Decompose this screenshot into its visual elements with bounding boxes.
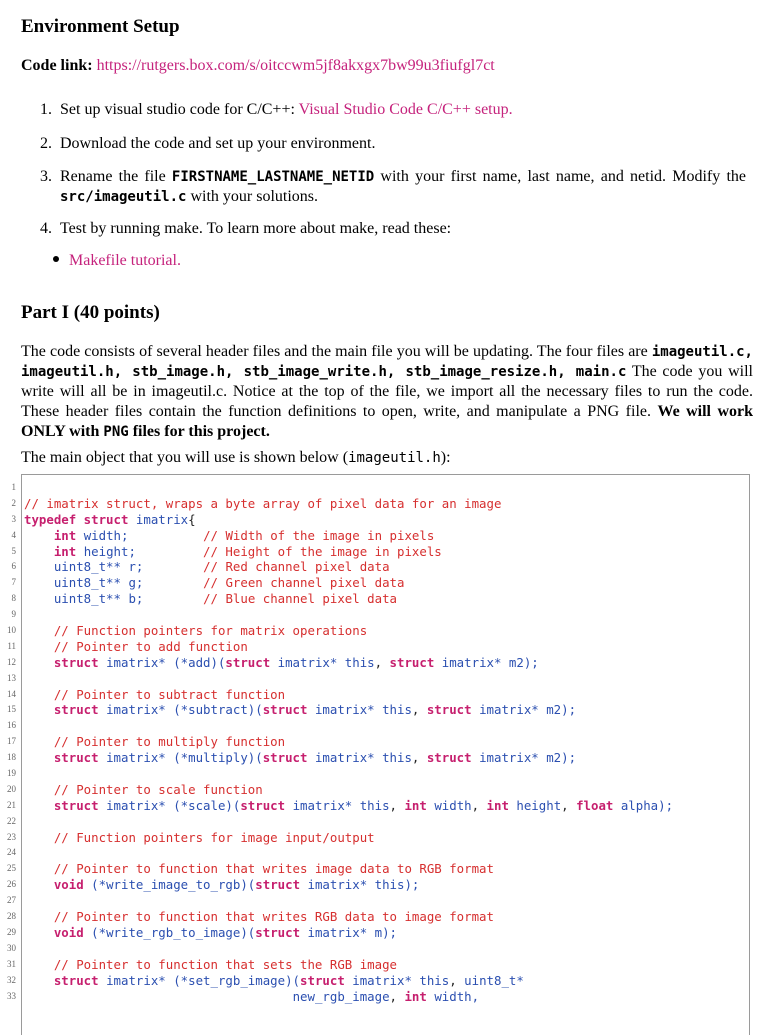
line-number: 30 bbox=[7, 942, 16, 953]
code-text: // Pointer to scale function bbox=[53, 781, 263, 797]
code-line bbox=[7, 956, 749, 973]
code-text: struct imatrix* (*scale)(struct imatrix* this, int width, int height, float alpha); bbox=[53, 797, 674, 813]
section-title-part-1: Part I (40 points) bbox=[21, 302, 160, 323]
code-line bbox=[7, 877, 749, 893]
inline-code-header: imageutil.h bbox=[348, 450, 441, 466]
code-line bbox=[7, 623, 749, 639]
code-line bbox=[7, 893, 749, 909]
code-text: uint8_t** r; // Red channel pixel data bbox=[53, 559, 390, 575]
code-text: struct imatrix* (*set_rgb_image)(struct imatrix* this, uint8_t* bbox=[53, 972, 524, 988]
list-item bbox=[40, 167, 746, 207]
code-line bbox=[7, 734, 749, 750]
inline-code-path: src/imageutil.c bbox=[60, 189, 187, 205]
line-number: 18 bbox=[7, 752, 16, 763]
line-number: 3 bbox=[11, 513, 16, 524]
line-number: 23 bbox=[7, 831, 16, 842]
list-number: 4. bbox=[40, 220, 52, 237]
code-text: uint8_t** b; // Blue channel pixel data bbox=[53, 591, 398, 607]
line-number: 21 bbox=[7, 799, 16, 810]
line-number: 24 bbox=[7, 847, 16, 858]
code-line bbox=[7, 845, 749, 861]
line-number: 19 bbox=[7, 768, 16, 779]
line-number: 31 bbox=[7, 958, 16, 969]
code-text: int height; // Height of the image in pixels bbox=[53, 543, 442, 559]
step-text: Download the code and set up your environment. bbox=[60, 135, 376, 152]
code-text: typedef struct imatrix{ bbox=[24, 511, 196, 527]
main-object-intro bbox=[21, 449, 451, 467]
code-text: // Pointer to function that sets the RGB image bbox=[53, 956, 397, 972]
code-text: // Pointer to function that writes RGB data to image format bbox=[53, 909, 494, 925]
code-line bbox=[7, 861, 749, 877]
code-text: void (*write_image_to_rgb)(struct imatrix* this); bbox=[53, 877, 420, 893]
code-listing bbox=[7, 474, 750, 1035]
description-paragraph bbox=[21, 342, 753, 442]
code-line bbox=[7, 686, 749, 703]
code-line bbox=[7, 988, 749, 1005]
code-line bbox=[11, 575, 749, 591]
code-text: struct imatrix* (*add)(struct imatrix* this, struct imatrix* m2); bbox=[53, 654, 539, 670]
code-line bbox=[7, 972, 749, 989]
step-text: with your first name, last name, and netid. Modify the bbox=[374, 168, 747, 185]
code-line bbox=[7, 924, 749, 941]
line-number: 17 bbox=[7, 736, 16, 747]
line-number: 12 bbox=[7, 656, 16, 667]
line-number: 1 bbox=[11, 482, 16, 492]
line-number: 25 bbox=[7, 863, 16, 874]
line-number: 2 bbox=[11, 497, 16, 508]
line-number: 7 bbox=[11, 577, 16, 588]
line-number: 11 bbox=[7, 640, 16, 651]
bold-code-png: PNG bbox=[103, 424, 129, 440]
list-number: 2. bbox=[40, 135, 52, 152]
paragraph-text: ): bbox=[440, 449, 451, 466]
line-number: 32 bbox=[7, 974, 16, 985]
line-number: 15 bbox=[7, 704, 16, 715]
makefile-bullet bbox=[53, 252, 181, 270]
step-text: Rename the file bbox=[60, 168, 172, 185]
code-text: // Function pointers for image input/output bbox=[53, 829, 375, 845]
line-number: 4 bbox=[11, 529, 16, 540]
line-number: 6 bbox=[11, 561, 16, 572]
vscode-setup-link[interactable]: Visual Studio Code C/C++ setup. bbox=[298, 101, 513, 118]
code-line bbox=[11, 607, 749, 623]
list-item bbox=[40, 219, 451, 239]
line-number: 8 bbox=[11, 593, 16, 604]
code-line bbox=[7, 814, 749, 830]
code-text: int width; // Width of the image in pixels bbox=[53, 527, 435, 543]
list-item bbox=[40, 100, 513, 120]
line-number: 9 bbox=[11, 609, 16, 620]
code-line bbox=[7, 766, 749, 782]
line-number: 5 bbox=[11, 545, 16, 556]
code-text: // Pointer to multiply function bbox=[53, 734, 286, 750]
code-line bbox=[7, 781, 749, 798]
inline-code-filename: FIRSTNAME_LASTNAME_NETID bbox=[171, 169, 375, 185]
line-number: 29 bbox=[7, 926, 16, 937]
code-line bbox=[7, 702, 749, 718]
code-line bbox=[11, 591, 749, 607]
section-title-environment-setup: Environment Setup bbox=[21, 16, 180, 37]
list-number: 1. bbox=[40, 101, 52, 118]
list-item bbox=[40, 134, 375, 154]
line-number: 20 bbox=[7, 783, 16, 794]
code-text: new_rgb_image, int width, bbox=[292, 988, 480, 1004]
line-number: 26 bbox=[7, 879, 16, 890]
code-line bbox=[7, 797, 749, 814]
paragraph-text: The main object that you will use is shown below ( bbox=[21, 449, 349, 466]
line-number: 27 bbox=[7, 895, 16, 906]
code-text: // Function pointers for matrix operations bbox=[53, 623, 368, 639]
code-line bbox=[7, 654, 749, 671]
code-line bbox=[7, 671, 749, 687]
code-link-label: Code link: bbox=[21, 57, 93, 74]
code-line bbox=[11, 559, 749, 575]
line-number: 16 bbox=[7, 720, 16, 731]
code-line bbox=[11, 495, 749, 512]
bold-text: We will work ONLY with bbox=[21, 403, 753, 440]
code-line bbox=[11, 511, 749, 528]
step-text: Set up visual studio code for C/C++: bbox=[60, 101, 299, 118]
line-number: 28 bbox=[7, 911, 16, 922]
bullet-icon bbox=[53, 256, 59, 262]
code-line bbox=[7, 941, 749, 957]
line-number: 33 bbox=[7, 990, 16, 1001]
line-number: 14 bbox=[7, 688, 16, 699]
code-lines bbox=[7, 480, 749, 1004]
code-link-url[interactable]: https://rutgers.box.com/s/oitccwm5jf8akxgx7bw99u3fiufgl7ct bbox=[96, 57, 495, 74]
bold-text: files for this project. bbox=[128, 423, 270, 440]
code-line bbox=[11, 480, 749, 496]
code-text: // Pointer to function that writes image data to RGB format bbox=[53, 861, 494, 877]
code-text: uint8_t** g; // Green channel pixel data bbox=[53, 575, 405, 591]
code-text: struct imatrix* (*multiply)(struct imatrix* this, struct imatrix* m2); bbox=[53, 750, 577, 766]
line-number: 13 bbox=[7, 672, 16, 683]
list-number: 3. bbox=[40, 168, 52, 185]
paragraph-text: The code you will write will all be in imageutil.c. Notice at the top of the file, we import all the necessary files to run the code. These header files contain the function definitions to open, write, and manipulate a PNG file. bbox=[21, 363, 753, 420]
line-number: 22 bbox=[7, 815, 16, 826]
code-link-line bbox=[21, 57, 495, 75]
step-text: Test by running make. To learn more about make, read these: bbox=[60, 220, 452, 237]
inline-code-files: imageutil.c, imageutil.h, stb_image.h, stb_image_write.h, stb_image_resize.h, main.c bbox=[21, 344, 753, 380]
code-line bbox=[7, 829, 749, 846]
paragraph-text: The code consists of several header files and the main file you will be updating. The four files are bbox=[21, 343, 652, 360]
code-line bbox=[11, 527, 749, 544]
code-text: // imatrix struct, wraps a byte array of pixel data for an image bbox=[24, 495, 502, 511]
code-text: struct imatrix* (*subtract)(struct imatrix* this, struct imatrix* m2); bbox=[53, 702, 577, 718]
line-number: 10 bbox=[7, 625, 16, 636]
step-text: with your solutions. bbox=[186, 188, 318, 205]
code-text: // Pointer to subtract function bbox=[53, 686, 286, 702]
code-text: // Pointer to add function bbox=[53, 638, 248, 654]
code-line bbox=[11, 543, 749, 560]
code-text: void (*write_rgb_to_image)(struct imatrix* m); bbox=[53, 924, 398, 940]
code-line bbox=[7, 718, 749, 734]
makefile-tutorial-link[interactable]: Makefile tutorial. bbox=[69, 252, 181, 269]
code-line bbox=[7, 638, 749, 655]
code-line bbox=[7, 750, 749, 766]
code-line bbox=[7, 909, 749, 925]
